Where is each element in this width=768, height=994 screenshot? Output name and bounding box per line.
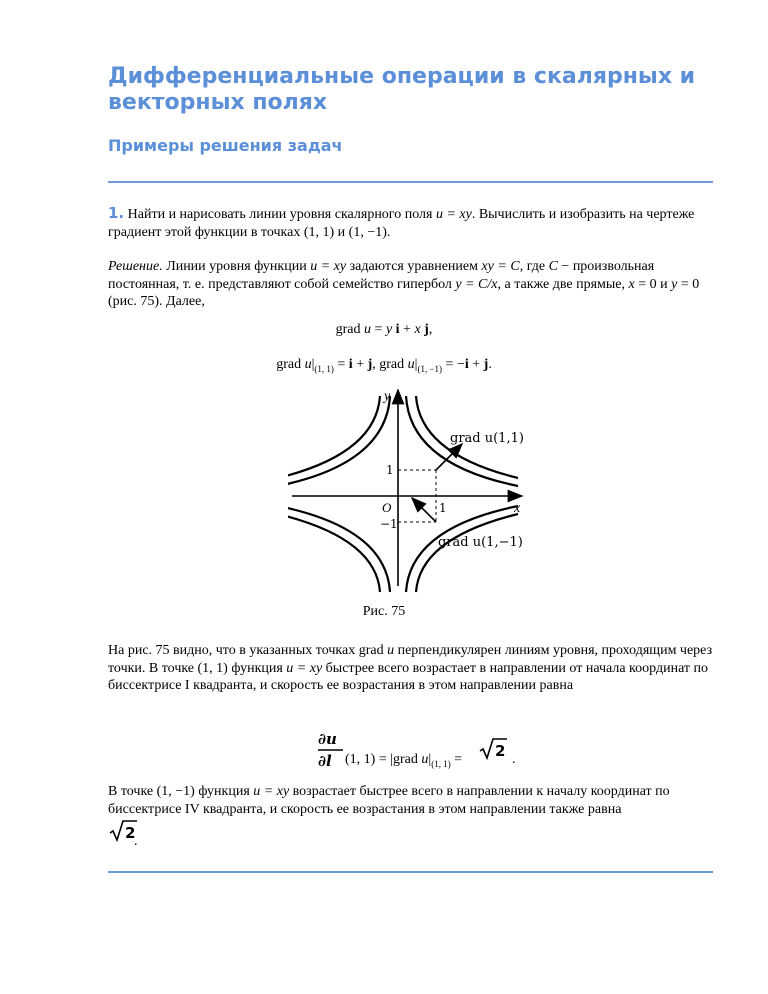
fraction-numerator: ∂u — [318, 730, 337, 748]
page-title: Дифференциальные операции в скалярных и векторных полях — [108, 64, 696, 115]
tick-ym1: −1 — [380, 517, 398, 531]
axis-y-label: y — [384, 389, 391, 404]
partial-derivative-fraction — [316, 728, 346, 770]
formula-grad-values: grad $u|_{(1, 1)} = i + j$, grad $u|_{(1, -1)} = -i + j$. — [276, 357, 492, 374]
figure-caption: Рис. 75 — [362, 604, 406, 619]
hyperbola-figure — [288, 386, 528, 594]
grad-arrow-1m1 — [412, 498, 436, 522]
derivative-equation: (1, 1) = |grad $u|_{(1, 1)}$ = — [345, 752, 463, 769]
solution-label: Решение. — [108, 259, 163, 274]
section-subtitle: Примеры решения задач — [108, 136, 343, 155]
divider-top — [108, 181, 713, 183]
paragraph-fourth-quadrant: В точке (1, −1) функция u = xy возрастает быстрее всего в направлении к началу координат по биссектрисе IV квадранта, и скорость ее возрастания в этом направлении также равна — [108, 784, 670, 817]
divider-bottom — [108, 871, 713, 873]
label-grad-1m1: grad u(1,−1) — [438, 535, 523, 550]
derivative-dot: . — [512, 752, 516, 767]
problem-statement: 1. Найти и нарисовать линии уровня скалярного поля u = xy. Вычислить и изобразить на чертеже градиент этой функции в точках (1, 1) и (1, −1). — [108, 204, 695, 240]
sqrt-two-symbol — [478, 736, 508, 762]
svg-text:2: 2 — [125, 824, 136, 842]
problem-number: 1. — [108, 204, 125, 222]
tick-y1: 1 — [386, 463, 394, 477]
formula-grad: grad u = y i + x j, — [335, 322, 433, 337]
svg-text:2: 2 — [495, 742, 506, 760]
solution-paragraph: Решение. Линии уровня функции u = xy задаются уравнением xy = C, где C − произвольная постоянная, т. е. представляют собой семейство гипербол y = C/x, а также две прямые, x = 0 и y = 0 (рис. 75). Далее, — [108, 259, 700, 309]
label-grad-11: grad u(1,1) — [450, 431, 524, 446]
tick-x1: 1 — [439, 501, 447, 515]
axis-x-label: x — [514, 501, 521, 516]
paragraph-gradient-direction: На рис. 75 видно, что в указанных точках grad u перпендикулярен линиям уровня, проходящим через точки. В точке (1, 1) функция u = xy быстрее всего возрастает в направлении от начала координат по биссектрисе I квадранта, и скорость ее возрастания в этом направлении равна — [108, 643, 713, 693]
fraction-denominator: ∂l — [318, 752, 332, 770]
paragraph3-dot: . — [134, 834, 138, 849]
origin-label: O — [382, 500, 392, 515]
level-curves — [288, 396, 518, 592]
